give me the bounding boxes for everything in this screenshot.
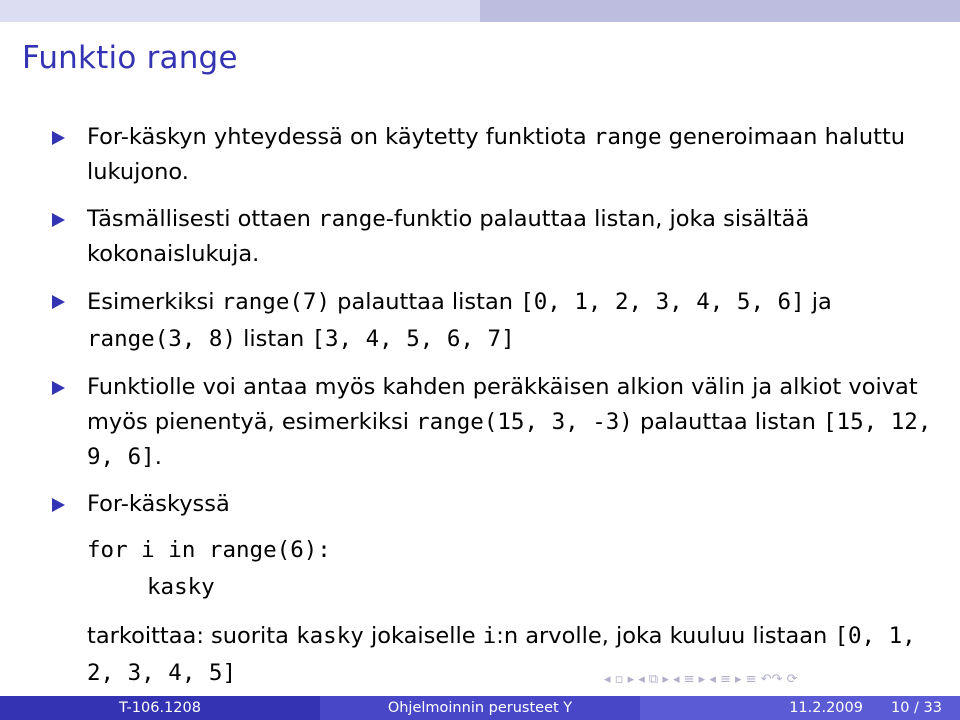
item-code: range [593, 124, 662, 150]
footer-bar [0, 696, 960, 720]
slide-title [22, 40, 238, 76]
footer-date: 11.2.2009 [789, 700, 863, 716]
item-text: :n arvolle, joka kuuluu listaan [496, 623, 835, 649]
item-code: range(3, 8) [87, 326, 237, 352]
item-code: range(7) [221, 289, 331, 315]
bullet-item [52, 120, 932, 190]
header-bar [0, 0, 960, 22]
item-text: Esimerkiksi [87, 289, 222, 315]
item-text: -funktio palauttaa listan, joka sisältää kokonaislukuja. [87, 206, 810, 267]
footer-course-title: Ohjelmoinnin perusteet Y [320, 696, 640, 720]
footer-meta [640, 696, 960, 720]
nav-arrows-icon[interactable]: ◂ ▫ ▸ ◂ ⧉ ▸ ◂ ≡ ▸ ◂ ≡ ▸ ≡ ↶↷ ⟳ [604, 672, 798, 687]
item-code: [3, 4, 5, 6, 7] [311, 326, 515, 352]
item-text: palauttaa listan [632, 409, 823, 435]
bullet-item [52, 202, 932, 272]
item-text: ja [804, 289, 832, 315]
item-text: generoimaan haluttu lukujono. [87, 124, 906, 185]
item-text: Funktiolle voi antaa myös kahden peräkkäisen alkion välin ja alkiot voivat myös pienentyä, esimerkiksi [87, 374, 918, 435]
footer-course: T-106.1208 [0, 696, 320, 720]
bullet-item [52, 370, 932, 475]
footer-page-number: 10 / 33 [890, 700, 942, 716]
item-text: palauttaa listan [330, 289, 521, 315]
item-text: For-käskyn yhteydessä on käytetty funktiota [87, 124, 594, 150]
header-bar-left [0, 0, 480, 22]
item-text: For-käskyssä [87, 491, 230, 517]
slide-content [52, 120, 932, 692]
item-text: listan [236, 326, 312, 352]
bullet-item [52, 284, 932, 358]
header-bar-right [480, 0, 960, 22]
bullet-item [52, 487, 932, 692]
item-text: . [154, 444, 162, 470]
slide-title-text: Funktio range [22, 40, 238, 76]
bullet-triangle-icon [52, 131, 65, 145]
bullet-triangle-icon [52, 381, 65, 395]
explanation-text [87, 618, 932, 692]
item-code: range [318, 206, 386, 232]
item-text: jokaiselle [363, 623, 483, 649]
item-code: [0, 1, 2, 3, 4, 5] [87, 623, 916, 686]
item-text: tarkoittaa: suorita [87, 623, 297, 649]
code-line: kasky [147, 574, 215, 600]
bullet-triangle-icon [52, 213, 65, 227]
bullet-triangle-icon [52, 498, 65, 512]
code-line: for i in range(6): [87, 537, 331, 563]
navigation-symbols[interactable] [604, 672, 798, 692]
item-code: i [482, 623, 497, 649]
item-code: range(15, 3, -3) [416, 409, 633, 435]
item-code: kasky [296, 623, 364, 649]
item-code: [0, 1, 2, 3, 4, 5, 6] [520, 289, 805, 315]
code-block [87, 532, 932, 606]
item-text: Täsmällisesti ottaen [87, 206, 319, 232]
item-code: [15, 12, 9, 6] [87, 409, 932, 470]
bullet-triangle-icon [52, 295, 65, 309]
